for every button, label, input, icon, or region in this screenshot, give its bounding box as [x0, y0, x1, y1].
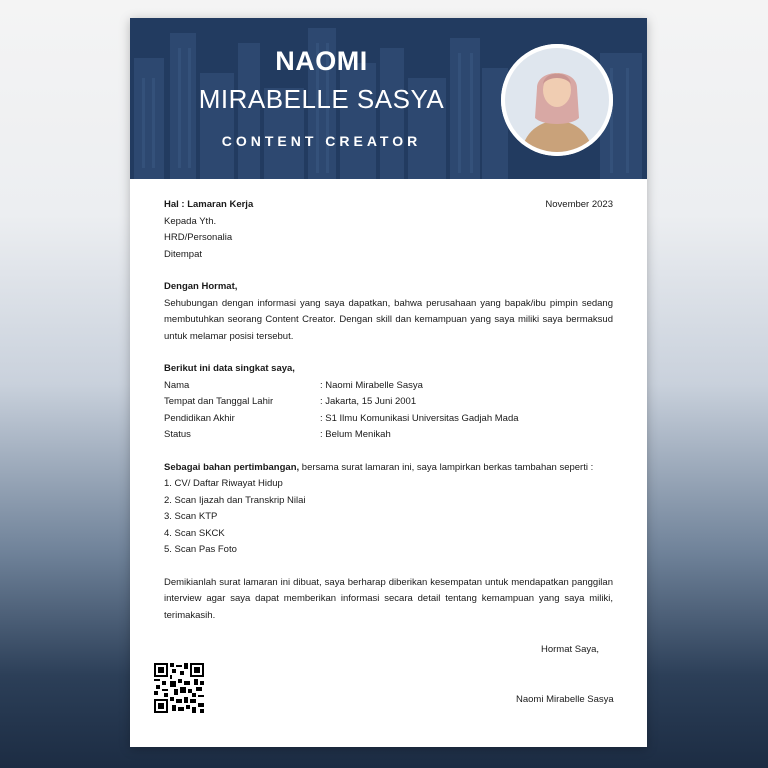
attachment-item: 4. Scan SKCK	[164, 527, 225, 539]
attachments-intro-rest: bersama surat lamaran ini, saya lampirkan berkas tambahan seperti :	[299, 461, 594, 473]
qr-code-icon	[154, 663, 204, 713]
data-value: : S1 Ilmu Komunikasi Universitas Gadjah Mada	[320, 412, 519, 424]
signer-name: Naomi Mirabelle Sasya	[516, 694, 614, 705]
data-label: Pendidikan Akhir	[164, 412, 235, 424]
closing-paragraph: Demikianlah surat lamaran ini dibuat, saya berharap diberikan kesempatan untuk mendapatkan panggilan interview agar saya dapat memberikan informasi secara detail tentang kemampuan yang saya miliki, terimakasih.	[164, 576, 613, 621]
data-row	[164, 378, 613, 395]
data-title: Berikut ini data singkat saya,	[164, 363, 295, 374]
intro-paragraph: Sehubungan dengan informasi yang saya dapatkan, bahwa perusahaan yang bapak/ibu pimpin sedang membutuhkan seorang Content Creator. Dengan skill dan kemampuan yang saya miliki saya bermaksud untuk melamar posisi tersebut.	[164, 297, 613, 342]
header-banner	[130, 18, 647, 179]
data-row	[164, 411, 613, 428]
attachment-item: 3. Scan KTP	[164, 511, 218, 522]
role-title: CONTENT CREATOR	[221, 133, 422, 149]
last-name-heading: MIRABELLE SASYA	[198, 84, 445, 114]
attachments-intro-bold: Sebagai bahan pertimbangan,	[164, 461, 300, 473]
attachments-intro	[164, 460, 613, 477]
data-row	[164, 427, 613, 444]
attachment-item: 1. CV/ Daftar Riwayat Hidup	[164, 478, 283, 489]
closing-salutation: Hormat Saya,	[541, 644, 600, 655]
data-label: Tempat dan Tanggal Lahir	[164, 396, 274, 407]
subject-line: Hal : Lamaran Kerja	[164, 199, 254, 210]
profile-photo	[501, 44, 613, 156]
data-label: Status	[164, 429, 191, 440]
data-label: Nama	[164, 379, 190, 391]
data-value: : Naomi Mirabelle Sasya	[320, 379, 423, 391]
data-value: : Belum Menikah	[320, 429, 391, 440]
recipient-line: HRD/Personalia	[164, 232, 233, 243]
data-row	[164, 394, 613, 411]
attachment-item: 5. Scan Pas Foto	[164, 544, 237, 555]
recipient-line: Ditempat	[164, 248, 203, 260]
letter-body	[164, 197, 613, 624]
data-value: : Jakarta, 15 Juni 2001	[320, 396, 417, 407]
attachment-item: 2. Scan Ijazah dan Transkrip Nilai	[164, 494, 306, 506]
letter-date: November 2023	[545, 199, 613, 210]
letter-page	[130, 18, 647, 747]
first-name-heading: NAOMI	[275, 46, 368, 76]
recipient-line: Kepada Yth.	[164, 215, 217, 227]
greeting: Dengan Hormat,	[164, 281, 238, 292]
